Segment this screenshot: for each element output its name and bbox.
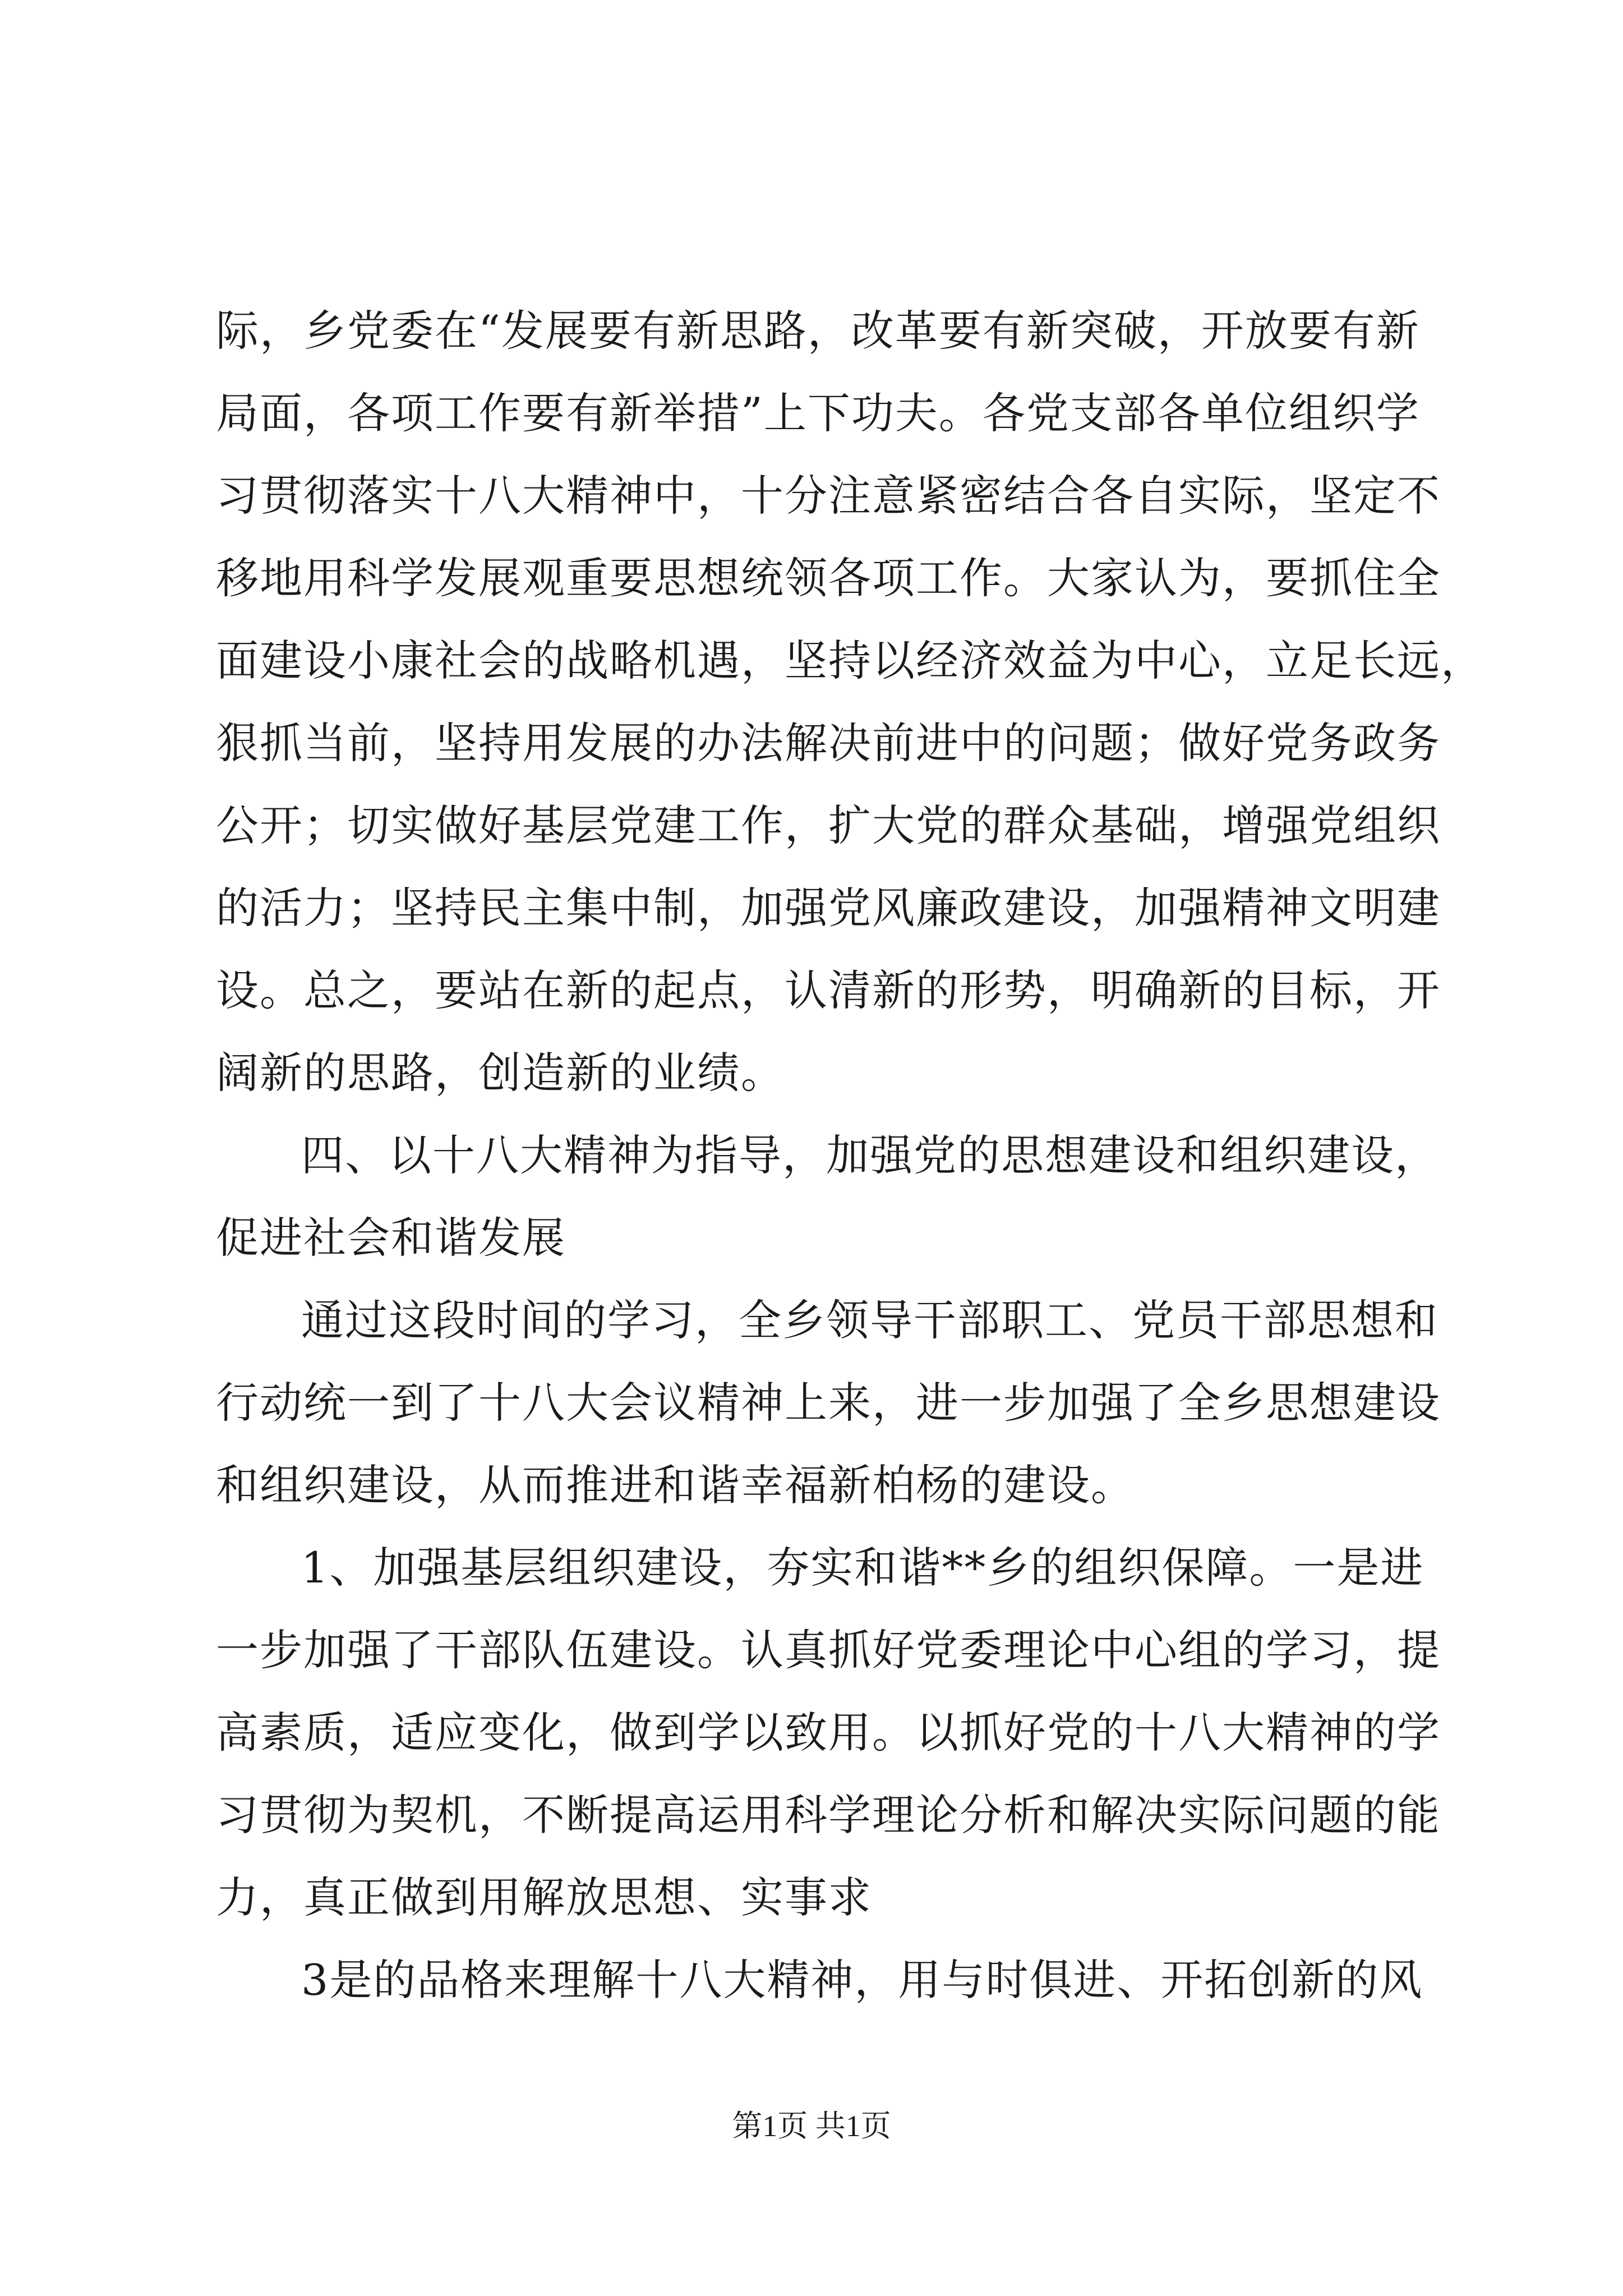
section-heading-line-2: 促进社会和谐发展 [216,1213,566,1263]
paragraph-4-line-3: 高素质，适应变化，做到学以致用。以抓好党的十八大精神的学 [216,1708,1441,1757]
paragraph-4-line-1: 1、加强基层组织建设，夯实和谐**乡的组织保障。一是进 [301,1543,1424,1593]
paragraph-4-line-5: 力，真正做到用解放思想、实事求 [216,1872,872,1922]
paragraph-1-line-9: 设。总之，要站在新的起点，认清新的形势，明确新的目标，开 [216,965,1441,1015]
section-heading-line-1: 四、以十八大精神为指导，加强党的思想建设和组织建设， [301,1130,1438,1180]
paragraph-4-line-2: 一步加强了干部队伍建设。认真抓好党委理论中心组的学习，提 [216,1625,1441,1675]
paragraph-1-line-5: 面建设小康社会的战略机遇，坚持以经济效益为中心，立足长远， [216,636,1484,685]
paragraph-1-line-4: 移地用科学发展观重要思想统领各项工作。大家认为，要抓住全 [216,553,1441,603]
paragraph-3-line-3: 和组织建设，从而推进和谐幸福新柏杨的建设。 [216,1460,1135,1510]
paragraph-1-line-6: 狠抓当前，坚持用发展的办法解决前进中的问题；做好党务政务 [216,718,1441,768]
paragraph-1-line-1: 际，乡党委在“发展要有新思路，改革要有新突破，开放要有新 [216,306,1420,356]
paragraph-3-line-2: 行动统一到了十八大会议精神上来，进一步加强了全乡思想建设 [216,1378,1441,1428]
page-number-label: 第1页 共1页 [732,2109,891,2143]
page-footer [0,2106,1623,2146]
paragraph-5-line-1: 3是的品格来理解十八大精神，用与时俱进、开拓创新的风 [301,1955,1423,2005]
paragraph-4-line-4: 习贯彻为契机，不断提高运用科学理论分析和解决实际问题的能 [216,1790,1441,1840]
paragraph-1-line-2: 局面，各项工作要有新举措”上下功夫。各党支部各单位组织学 [216,388,1420,438]
paragraph-1-line-8: 的活力；坚持民主集中制，加强党风廉政建设，加强精神文明建 [216,883,1441,933]
paragraph-1-line-3: 习贯彻落实十八大精神中，十分注意紧密结合各自实际，坚定不 [216,471,1441,521]
paragraph-3-line-1: 通过这段时间的学习，全乡领导干部职工、党员干部思想和 [301,1295,1438,1345]
paragraph-1-line-7: 公开；切实做好基层党建工作，扩大党的群众基础，增强党组织 [216,800,1441,850]
paragraph-1-line-10: 阔新的思路，创造新的业绩。 [216,1048,785,1098]
